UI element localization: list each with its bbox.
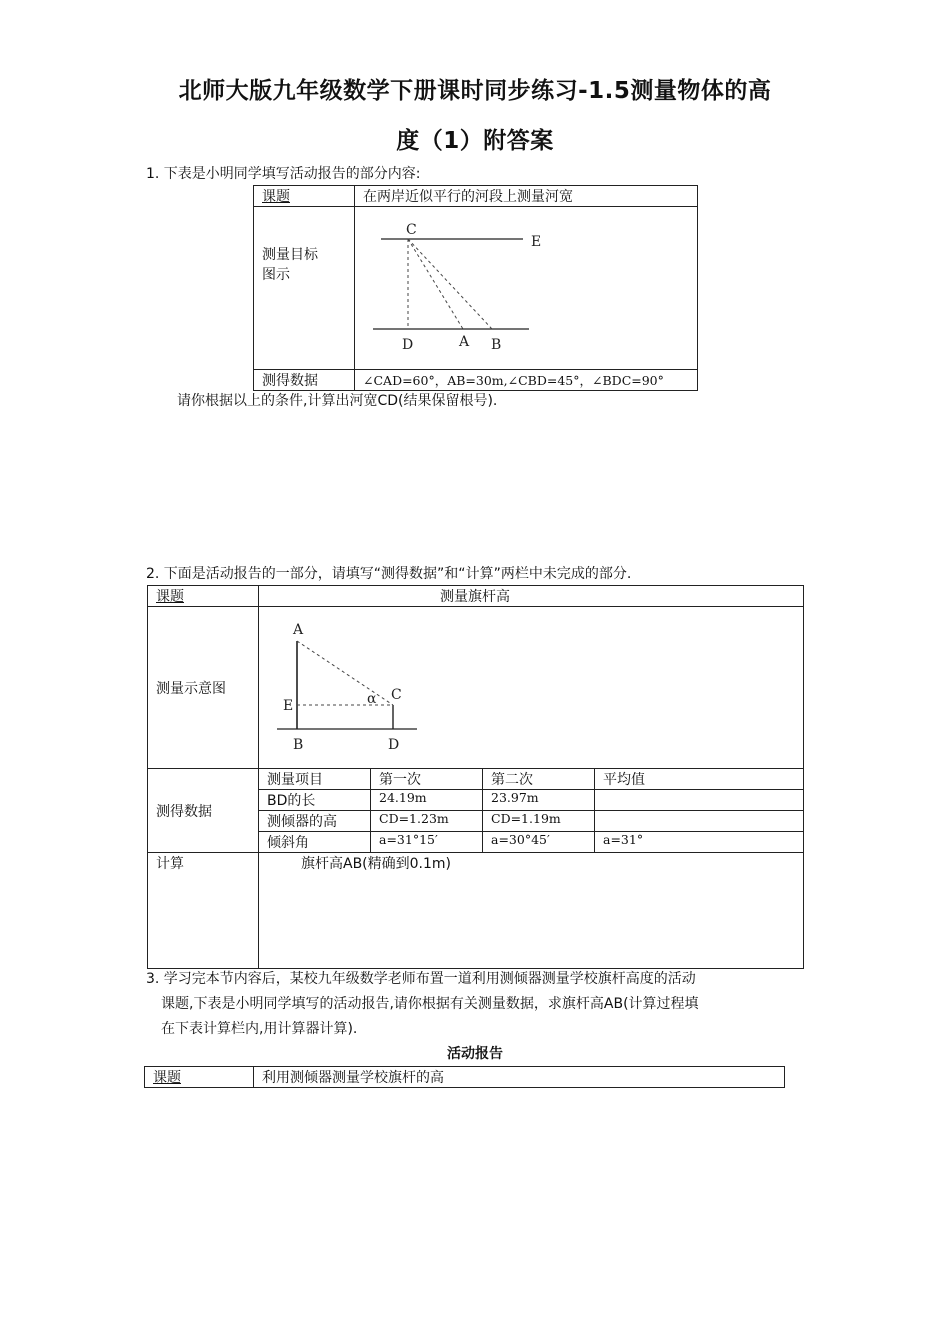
q1-label-b: B <box>491 337 502 353</box>
q2-data-label: 测得数据 <box>148 769 259 853</box>
q2-row1-second: 23.97m <box>483 790 595 811</box>
page-title-line-1: 北师大版九年级数学下册课时同步练习-1.5测量物体的高 <box>178 78 772 104</box>
q2-topic-label: 课题 <box>148 586 259 607</box>
q3-report-table <box>144 1066 785 1088</box>
q1-label-a: A <box>459 334 470 350</box>
q2-row2-item: 测倾器的高 <box>259 811 371 832</box>
q2-diagram-label: 测量示意图 <box>148 607 259 769</box>
q1-diagram-cell <box>355 207 698 370</box>
q1-label-d: D <box>402 337 414 353</box>
q1-label-e: E <box>531 234 542 250</box>
q2-intro: 2. 下面是活动报告的一部分，请填写“测得数据”和“计算”两栏中未完成的部分. <box>146 566 632 582</box>
q2-calc-label: 计算 <box>148 853 259 969</box>
q3-topic-label: 课题 <box>145 1067 254 1088</box>
q2-header-avg: 平均值 <box>595 769 804 790</box>
q2-label-b: B <box>293 737 304 753</box>
q2-label-a: A <box>293 622 304 638</box>
q1-question: 请你根据以上的条件,计算出河宽CD(结果保留根号). <box>177 393 498 409</box>
q3-line-2: 课题,下表是小明同学填写的活动报告,请你根据有关测量数据，求旗杆高AB(计算过程填 <box>161 996 699 1012</box>
q2-label-c: C <box>391 687 402 703</box>
q2-header-item: 测量项目 <box>259 769 371 790</box>
q2-topic-value: 测量旗杆高 <box>259 586 804 607</box>
q2-flagpole-diagram <box>259 607 799 764</box>
q3-line-3: 在下表计算栏内,用计算器计算). <box>161 1021 358 1037</box>
q1-topic-label: 课题 <box>254 186 355 207</box>
q2-line-ac <box>297 641 393 705</box>
q2-row2-second: CD=1.19m <box>483 811 595 832</box>
q1-diagram-label: 测量目标图示 <box>254 207 355 370</box>
q1-line-ca <box>408 239 463 329</box>
q3-report-title: 活动报告 <box>447 1046 503 1062</box>
q2-header-first: 第一次 <box>371 769 483 790</box>
q1-label-c: C <box>406 222 417 238</box>
q1-data-value: ∠CAD=60°，AB=30m,∠CBD=45°，∠BDC=90° <box>355 370 698 391</box>
q1-line-cb <box>408 239 492 329</box>
q2-header-second: 第二次 <box>483 769 595 790</box>
q1-topic-value: 在两岸近似平行的河段上测量河宽 <box>355 186 698 207</box>
page-title-line-2: 度（1）附答案 <box>396 128 554 154</box>
q2-label-d: D <box>388 737 400 753</box>
q2-label-e: E <box>283 698 294 714</box>
q2-row3-avg: a=31° <box>603 832 644 847</box>
q2-row3-first: a=31°15′ <box>371 832 483 853</box>
q2-row1-avg <box>595 790 804 811</box>
q2-row1-item: BD的长 <box>259 790 371 811</box>
q2-label-alpha: α <box>367 691 377 707</box>
q2-calc-value: 旗杆高AB(精确到0.1m) <box>259 853 804 969</box>
q2-data-table <box>259 769 803 852</box>
q1-river-diagram <box>355 207 695 365</box>
q1-data-label: 测得数据 <box>254 370 355 391</box>
q2-data-cell <box>259 769 804 853</box>
q2-row1-first: 24.19m <box>371 790 483 811</box>
q1-intro: 1. 下表是小明同学填写活动报告的部分内容: <box>146 166 421 182</box>
q3-line-1: 3. 学习完本节内容后，某校九年级数学老师布置一道利用测倾器测量学校旗杆高度的活动 <box>146 971 696 987</box>
q2-row2-avg <box>595 811 804 832</box>
q2-row2-first: CD=1.23m <box>371 811 483 832</box>
q2-row3-second: a=30°45′ <box>483 832 595 853</box>
q1-report-table <box>253 185 698 391</box>
q2-row3-item: 倾斜角 <box>259 832 371 853</box>
q2-diagram-cell <box>259 607 804 769</box>
q3-topic-value: 利用测倾器测量学校旗杆的高 <box>254 1067 785 1088</box>
q2-report-table <box>147 585 804 969</box>
